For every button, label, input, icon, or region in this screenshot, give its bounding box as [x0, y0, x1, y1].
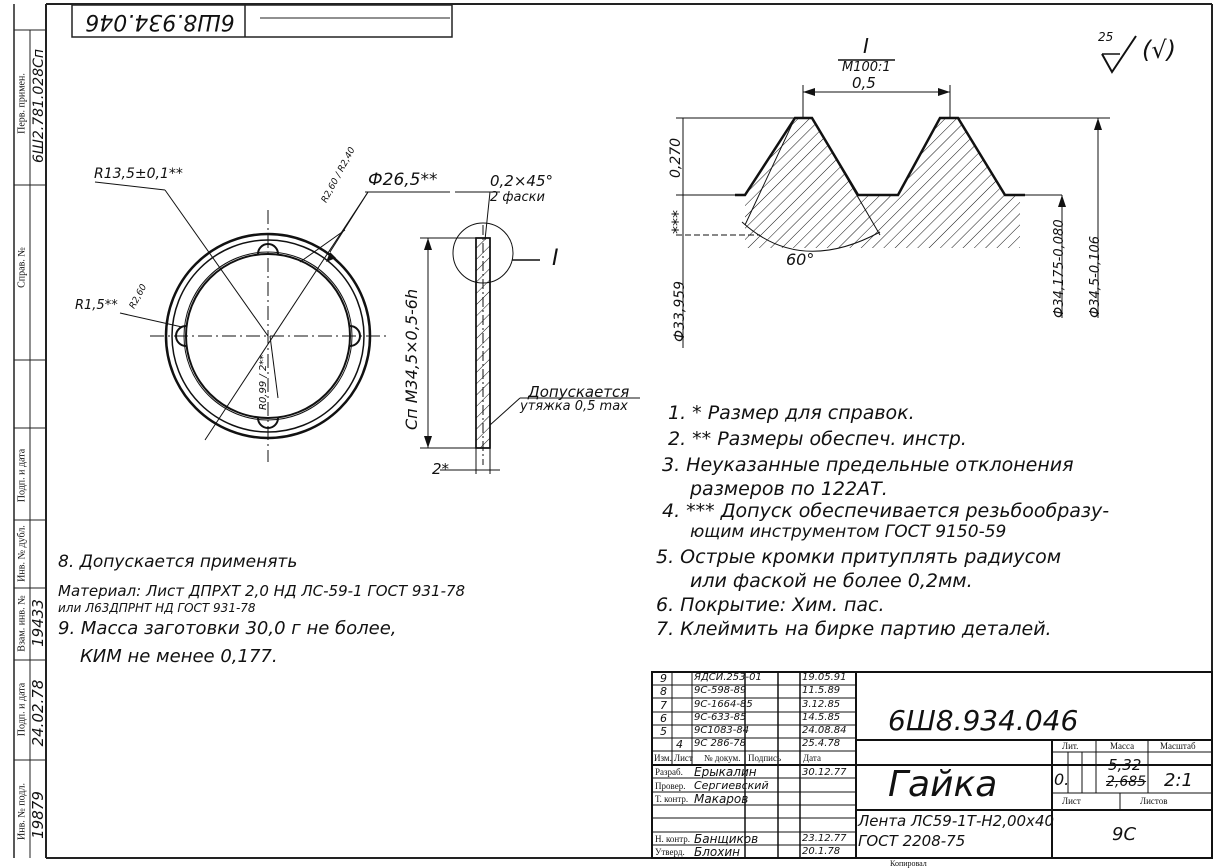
- detail-angle: 60°: [786, 250, 815, 269]
- dim-r2b: R2,60: [128, 282, 150, 311]
- note-1: 1. * Размер для справок.: [668, 402, 915, 424]
- left-note-alt: или Л63ДПРНТ НД ГОСТ 931-78: [58, 601, 256, 615]
- footer-copied: Копировал: [890, 859, 927, 868]
- title-sheets-label: Листов: [1140, 796, 1168, 806]
- title-designation: 6Ш8.934.046: [888, 704, 1079, 737]
- dim-allowed-1: Допускается: [528, 383, 630, 401]
- dim-inner: R0,99 / 2**: [258, 354, 269, 410]
- role-nkontr: Н. контр.: [655, 834, 691, 844]
- rev-header-doc: № докум.: [704, 753, 741, 763]
- detail-stars: ***: [668, 210, 687, 234]
- side-perv-label: Перв. примен.: [16, 73, 28, 134]
- title-mass-old: 2,685: [1106, 774, 1147, 790]
- title-part-name: Гайка: [888, 764, 998, 805]
- signer-prover: Сергиевский: [694, 779, 769, 792]
- dim-r2: R2,60 / R2,40: [320, 145, 358, 205]
- left-note-8: 8. Допускается применять: [58, 552, 298, 572]
- roughness-value: 25: [1098, 30, 1114, 44]
- roughness-paren: (√): [1142, 36, 1177, 64]
- dim-thickness: 2*: [432, 460, 450, 478]
- rev-row-4-doc: 9С 286-78: [694, 738, 746, 749]
- note-6: 6. Покрытие: Хим. пас.: [656, 594, 885, 616]
- note-4-cont: ющим инструментом ГОСТ 9150-59: [690, 522, 1007, 542]
- side-inv-dubl-label: Инв. № дубл.: [16, 525, 28, 582]
- rev-row-7-date: 3.12.85: [802, 699, 841, 710]
- side-vzam-value: 19433: [29, 599, 47, 647]
- rev-row-5-date: 24.08.84: [802, 725, 847, 736]
- sign-date-nkontr: 23.12.77: [802, 833, 847, 844]
- dim-r15: R1,5**: [75, 298, 118, 313]
- view-mark: I: [552, 246, 559, 271]
- dim-r135: R13,5±0,1**: [94, 166, 183, 182]
- sign-date-razrab: 30.12.77: [802, 767, 847, 778]
- title-sheet-label: Лист: [1062, 796, 1081, 806]
- detail-diameter-1: Ф33,959: [672, 280, 688, 342]
- side-sprav-label: Справ. №: [16, 247, 28, 288]
- rev-row-4-no: 4: [676, 738, 683, 751]
- note-3-cont: размеров по 122АТ.: [690, 478, 888, 500]
- rev-header-date: Дата: [803, 753, 821, 763]
- signer-tkontr: Макаров: [694, 792, 749, 806]
- left-note-kim: КИМ не менее 0,177.: [80, 646, 278, 667]
- side-inv-podl-label: Инв. № подл.: [16, 783, 28, 840]
- side-perv-value: 6Ш2.781.028Сп: [31, 48, 47, 164]
- rev-header-list: Лист: [674, 753, 693, 763]
- rev-row-6-date: 14.5.85: [802, 712, 841, 723]
- dim-allowed-2: утяжка 0,5 max: [520, 399, 628, 414]
- rev-row-8-no: 8: [660, 685, 667, 698]
- side-vzam-label: Взам. инв. №: [16, 595, 28, 652]
- title-scale-label: Масштаб: [1160, 741, 1196, 751]
- note-7: 7. Клеймить на бирке партию деталей.: [656, 618, 1052, 640]
- signer-nkontr: Банщиков: [694, 832, 759, 846]
- dim-chamfer-2: 2 фаски: [490, 190, 545, 205]
- side-podp-label-1: Подп. и дата: [16, 448, 28, 503]
- role-tkontr: Т. контр.: [655, 794, 689, 804]
- note-2: 2. ** Размеры обеспеч. инстр.: [668, 428, 967, 450]
- title-lit-label: Лит.: [1062, 741, 1079, 751]
- rev-row-7-no: 7: [660, 699, 667, 712]
- title-mass-label: Масса: [1110, 741, 1135, 751]
- dim-d265: Ф26,5**: [368, 170, 438, 190]
- role-prover: Провер.: [655, 781, 686, 791]
- rev-row-8-date: 11.5.89: [802, 685, 841, 696]
- rev-header-sign: Подпись: [748, 753, 782, 763]
- title-scale-value: 2:1: [1164, 770, 1193, 791]
- rev-row-6-doc: 9С-633-85: [694, 712, 747, 723]
- signer-razrab: Ерыкалин: [694, 765, 757, 779]
- role-razrab: Разраб.: [655, 767, 683, 777]
- detail-diameter-3: Ф34,5-0,106: [1088, 235, 1103, 318]
- rev-row-7-doc: 9С-1664-85: [694, 699, 753, 710]
- rev-row-8-doc: 9С-598-89: [694, 685, 747, 696]
- rev-row-5-no: 5: [660, 725, 667, 738]
- left-note-material: Материал: Лист ДПРХТ 2,0 НД ЛС-59-1 ГОСТ 931-78: [58, 582, 466, 600]
- dim-thread: Сп М34,5×0,5-6h: [402, 288, 421, 430]
- title-company: 9С: [1112, 824, 1137, 845]
- side-podp-label-2: Подп. и дата: [16, 682, 28, 737]
- detail-diameter-2: Ф34,175-0,080: [1052, 219, 1067, 318]
- left-note-9: 9. Масса заготовки 30,0 г не более,: [58, 618, 397, 639]
- note-3: 3. Неуказанные предельные отклонения: [662, 454, 1074, 476]
- note-5: 5. Острые кромки притуплять радиусом: [656, 546, 1062, 568]
- signer-utverd: Блохин: [694, 845, 740, 859]
- rev-row-9-doc: ЯДСИ.253-01: [694, 672, 762, 683]
- role-utverd: Утверд.: [655, 847, 685, 857]
- rev-row-6-no: 6: [660, 712, 667, 725]
- title-lit-value: 0.: [1054, 770, 1070, 789]
- side-podp-value-2: 24.02.78: [29, 679, 47, 747]
- dim-chamfer: 0,2×45°: [490, 172, 554, 190]
- rev-row-4-date: 25.4.78: [802, 738, 841, 749]
- rev-row-9-no: 9: [660, 672, 667, 685]
- rev-row-9-date: 19.05.91: [802, 672, 847, 683]
- title-material-1: Лента ЛС59-1Т-Н2,00х40: [858, 812, 1055, 830]
- note-5-cont: или фаской не более 0,2мм.: [690, 570, 973, 592]
- rev-header-izm: Изм.: [654, 753, 672, 763]
- detail-title: I: [863, 34, 869, 58]
- detail-height: 0,270: [668, 137, 684, 178]
- sign-date-utverd: 20.1.78: [802, 846, 841, 857]
- detail-pitch: 0,5: [852, 74, 876, 92]
- title-mass-value: 5,32: [1108, 756, 1142, 774]
- stamp-number: 6Ш8.934.046: [85, 9, 235, 34]
- title-material-2: ГОСТ 2208-75: [858, 832, 966, 850]
- detail-scale: М100:1: [842, 60, 891, 75]
- side-inv-podl-value: 19879: [29, 791, 47, 839]
- rev-row-5-doc: 9С1083-84: [694, 725, 750, 736]
- note-4: 4. *** Допуск обеспечивается резьбообразу-: [662, 500, 1110, 522]
